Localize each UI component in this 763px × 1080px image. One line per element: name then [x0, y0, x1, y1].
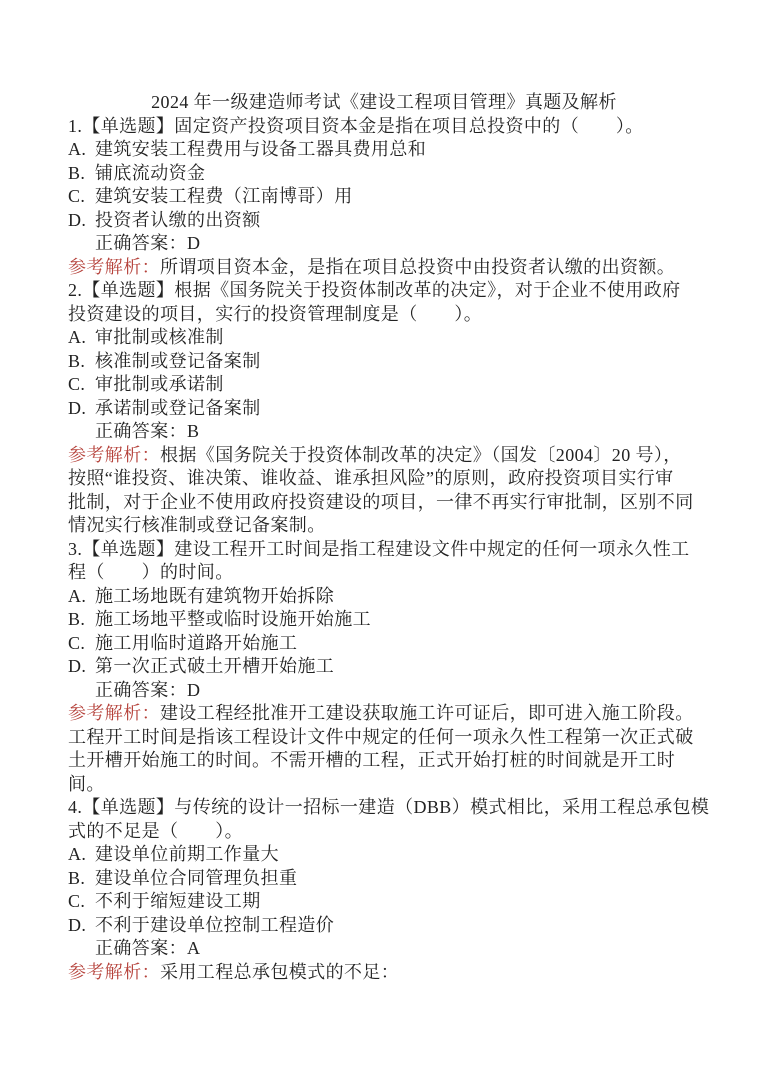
question-2-correct-answer: 正确答案：B	[95, 421, 200, 441]
question-4	[68, 796, 710, 984]
option-letter: A.	[68, 844, 87, 864]
question-3-option-d	[68, 655, 700, 679]
question-2-stem-cont: 投资建设的项目，实行的投资管理制度是（ ）。	[68, 303, 483, 324]
question-1-option-d	[68, 209, 700, 233]
option-letter: A.	[68, 327, 87, 347]
question-2	[68, 279, 700, 538]
question-4-option-c	[68, 890, 700, 914]
question-3-stem: 3.【单选题】建设工程开工时间是指工程建设文件中规定的任何一项永久性工	[68, 538, 690, 559]
question-3-stem-cont: 程（ ）的时间。	[68, 562, 234, 582]
option-letter: D.	[68, 209, 87, 230]
question-3-option-a	[68, 585, 700, 609]
option-letter: C.	[68, 186, 86, 206]
question-2-option-b	[68, 350, 700, 374]
option-text: 第一次正式破土开槽开始施工	[95, 656, 335, 676]
question-1-option-a	[68, 138, 700, 162]
option-text: 承诺制或登记备案制	[95, 397, 261, 418]
question-3-analysis-1	[68, 702, 700, 726]
question-2-analysis-1	[68, 444, 700, 468]
question-3-option-b	[68, 608, 700, 632]
option-letter: A.	[68, 139, 87, 159]
analysis-text: 建设工程经批准开工建设获取施工许可证后，即可进入施工阶段。	[160, 703, 694, 723]
question-2-option-a	[68, 326, 700, 350]
question-3	[68, 538, 700, 797]
question-3-option-c	[68, 632, 700, 656]
option-letter: A.	[68, 585, 87, 606]
option-text: 投资者认缴的出资额	[95, 209, 261, 230]
analysis-label: 参考解析：	[68, 961, 160, 982]
option-text: 建设单位合同管理负担重	[95, 867, 298, 888]
option-letter: B.	[68, 162, 86, 183]
option-letter: B.	[68, 609, 86, 629]
option-letter: D.	[68, 914, 87, 935]
option-letter: B.	[68, 350, 86, 371]
question-4-stem-cont: 式的不足是（ ）。	[68, 820, 243, 841]
analysis-label: 参考解析：	[68, 256, 160, 277]
document-title: 2024 年一级建造师考试《建设工程项目管理》真题及解析	[151, 92, 617, 112]
option-text: 建筑安装工程费用与设备工器具费用总和	[95, 139, 427, 159]
option-text: 审批制或核准制	[95, 327, 224, 347]
question-2-option-c	[68, 373, 700, 397]
question-4-stem: 4.【单选题】与传统的设计一招标一建造（DBB）模式相比，采用工程总承包模	[68, 797, 710, 817]
question-1-stem: 1.【单选题】固定资产投资项目资本金是指在项目总投资中的（ ）。	[68, 115, 644, 136]
question-1-option-b	[68, 162, 700, 186]
question-1-correct-answer: 正确答案：D	[95, 233, 201, 253]
option-letter: B.	[68, 867, 86, 888]
option-text: 施工场地既有建筑物开始拆除	[95, 585, 335, 606]
document-page	[68, 91, 710, 984]
question-1-option-c	[68, 185, 700, 209]
question-4-option-d	[68, 914, 700, 938]
analysis-label: 参考解析：	[68, 444, 160, 465]
question-1-analysis-1	[68, 256, 700, 280]
option-text: 建设单位前期工作量大	[95, 844, 279, 864]
analysis-text: 根据《国务院关于投资体制改革的决定》（国发〔2004〕20 号），	[160, 444, 682, 465]
question-2-option-d	[68, 397, 700, 421]
question-1	[68, 115, 700, 280]
option-letter: C.	[68, 374, 86, 394]
analysis-text: 采用工程总承包模式的不足：	[160, 961, 400, 982]
question-2-stem: 2.【单选题】根据《国务院关于投资体制改革的决定》，对于企业不使用政府	[68, 280, 681, 300]
option-letter: C.	[68, 632, 86, 653]
option-text: 核准制或登记备案制	[95, 350, 261, 371]
option-text: 施工场地平整或临时设施开始施工	[95, 609, 371, 629]
question-2-analysis-4: 情况实行核准制或登记备案制。	[68, 515, 326, 535]
option-letter: C.	[68, 891, 86, 911]
option-text: 施工用临时道路开始施工	[95, 632, 298, 653]
option-letter: D.	[68, 656, 87, 676]
analysis-text: 所谓项目资本金，是指在项目总投资中由投资者认缴的出资额。	[160, 256, 676, 277]
question-4-analysis-1	[68, 961, 700, 985]
option-text: 铺底流动资金	[95, 162, 206, 183]
question-3-correct-answer: 正确答案：D	[95, 679, 201, 700]
analysis-label: 参考解析：	[68, 703, 160, 723]
option-text: 不利于建设单位控制工程造价	[95, 914, 335, 935]
option-text: 建筑安装工程费（江南博哥）用	[95, 186, 353, 206]
question-4-option-b	[68, 867, 700, 891]
question-3-analysis-2: 工程开工时间是指该工程设计文件中规定的任何一项永久性工程第一次正式破	[68, 726, 694, 747]
question-2-analysis-3: 批制，对于企业不使用政府投资建设的项目，一律不再实行审批制，区别不同	[68, 491, 694, 512]
question-2-analysis-2: 按照“谁投资、谁决策、谁收益、谁承担风险”的原则，政府投资项目实行审	[68, 468, 674, 488]
question-4-option-a	[68, 843, 700, 867]
option-letter: D.	[68, 397, 87, 418]
question-3-analysis-3: 土开槽开始施工的时间。不需开槽的工程，正式开始打桩的时间就是开工时	[68, 750, 676, 770]
question-4-correct-answer: 正确答案：A	[95, 938, 201, 958]
option-text: 审批制或承诺制	[95, 374, 224, 394]
option-text: 不利于缩短建设工期	[95, 891, 261, 911]
question-3-analysis-4: 间。	[68, 773, 105, 794]
